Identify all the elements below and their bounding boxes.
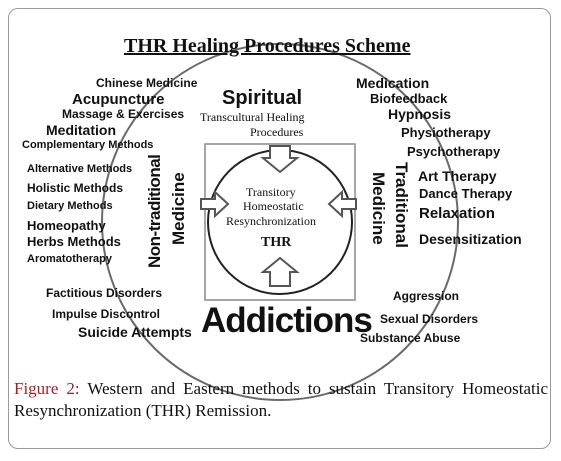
figure-caption bbox=[14, 378, 548, 422]
procedures-label: Procedures bbox=[250, 125, 304, 139]
bottom-left-item: Impulse Discontrol bbox=[52, 307, 161, 321]
transcultural-label: Transcultural Healing bbox=[200, 110, 305, 124]
center-transitory: Transitory bbox=[246, 185, 296, 199]
left-item: Herbs Methods bbox=[27, 234, 121, 249]
right-item: Desensitization bbox=[419, 231, 522, 247]
right-item: Medication bbox=[356, 75, 430, 91]
right-item: Hypnosis bbox=[388, 106, 452, 122]
arrow-top bbox=[263, 146, 297, 172]
nontraditional-medicine-label: Medicine bbox=[169, 172, 188, 245]
right-item: Relaxation bbox=[419, 205, 495, 222]
arrow-bottom bbox=[263, 258, 297, 286]
right-item: Dance Therapy bbox=[419, 186, 513, 201]
right-item: Physiotherapy bbox=[401, 125, 491, 140]
traditional-medicine-label: Medicine bbox=[369, 172, 388, 245]
bottom-right-item: Aggression bbox=[393, 289, 460, 303]
nontraditional-label: Non-traditional bbox=[145, 154, 164, 268]
center-resynchronization: Resynchronization bbox=[226, 214, 316, 228]
caption-label: Figure bbox=[14, 379, 59, 398]
left-item: Alternative Methods bbox=[27, 163, 133, 175]
left-item: Holistic Methods bbox=[27, 181, 124, 195]
addictions-heading: Addictions bbox=[201, 301, 372, 340]
left-item: Massage & Exercises bbox=[62, 107, 185, 121]
caption-text: Western and Eastern methods to sustain Transitory Homeostatic Resynchronization (THR) Remission. bbox=[14, 379, 548, 420]
left-item: Acupuncture bbox=[72, 91, 165, 108]
left-item: Aromatotherapy bbox=[27, 253, 112, 265]
left-item: Chinese Medicine bbox=[96, 76, 198, 90]
left-item: Homeopathy bbox=[27, 218, 106, 233]
traditional-label: Traditional bbox=[392, 162, 411, 248]
bottom-left-item: Suicide Attempts bbox=[78, 324, 192, 340]
right-item: Biofeedback bbox=[370, 91, 448, 106]
right-item: Art Therapy bbox=[418, 168, 497, 184]
left-item: Complementary Methods bbox=[22, 139, 154, 151]
bottom-right-item: Substance Abuse bbox=[360, 331, 461, 345]
spiritual-heading: Spiritual bbox=[222, 87, 303, 109]
center-thr: THR bbox=[261, 235, 292, 250]
left-item: Meditation bbox=[46, 122, 116, 138]
bottom-left-item: Factitious Disorders bbox=[46, 286, 163, 300]
left-item: Dietary Methods bbox=[27, 200, 113, 212]
center-homeostatic: Homeostatic bbox=[243, 199, 304, 213]
bottom-right-item: Sexual Disorders bbox=[380, 312, 479, 326]
caption-number: 2: bbox=[66, 379, 80, 398]
right-item: Psychotherapy bbox=[407, 144, 501, 159]
diagram-title: THR Healing Procedures Scheme bbox=[124, 35, 411, 57]
